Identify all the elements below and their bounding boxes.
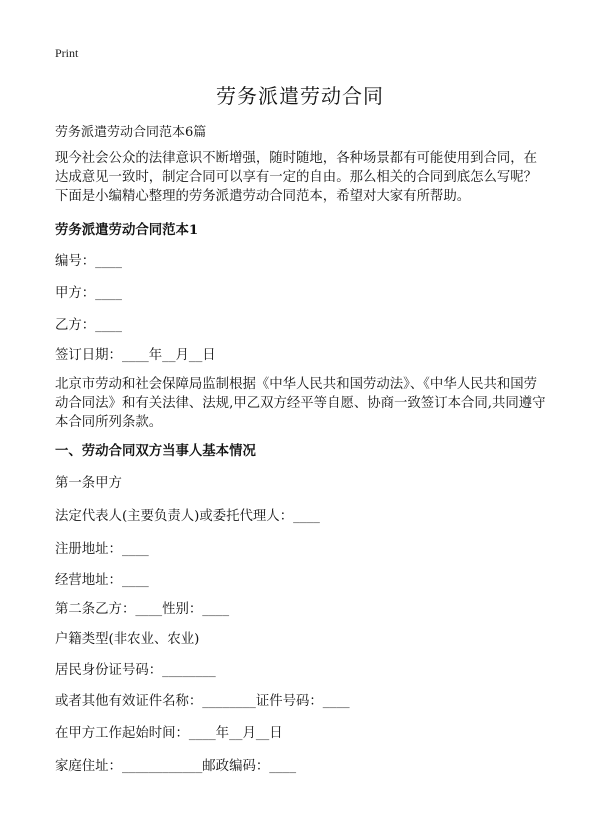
party-a-field: 甲方：____: [55, 286, 122, 301]
household-type-field: 户籍类型(非农业、农业): [55, 632, 200, 647]
document-subtitle: 劳务派遣劳动合同范本6篇: [55, 125, 207, 140]
sign-date-field: 签订日期：____年__月__日: [55, 348, 216, 363]
home-address-field: 家庭住址：____________邮政编码：____: [55, 759, 297, 774]
sample-heading: 劳务派遣劳动合同范本1: [55, 222, 199, 238]
legal-basis-paragraph: 北京市劳动和社会保障局监制根据《中华人民共和国劳动法》、《中华人民共和国劳动合同法》和有关法律、法规,甲乙双方经平等自愿、协商一致签订本合同,共同遵守本合同所列条款。: [55, 377, 546, 430]
id-number-field: 居民身份证号码：________: [55, 663, 216, 678]
number-field: 编号：____: [55, 254, 122, 269]
section-heading: 一、劳动合同双方当事人基本情况: [55, 443, 256, 459]
other-id-field: 或者其他有效证件名称：________证件号码：____: [55, 694, 350, 709]
print-link[interactable]: Print: [55, 46, 79, 60]
legal-rep-field: 法定代表人(主要负责人)或委托代理人：____: [55, 509, 320, 524]
business-address-field: 经营地址：____: [55, 573, 149, 588]
document-title: 劳务派遣劳动合同: [216, 84, 384, 108]
party-b-field: 乙方：____: [55, 318, 122, 333]
registered-address-field: 注册地址：____: [55, 542, 149, 557]
article-2-field: 第二条乙方：____性别：____: [55, 602, 230, 617]
article-1-title: 第一条甲方: [55, 476, 122, 491]
intro-paragraph: 现今社会公众的法律意识不断增强，随时随地，各种场景都有可能使用到合同，在达成意见一致时，制定合同可以享有一定的自由。那么相关的合同到底怎么写呢？下面是小编精心整理的劳务派遣劳动合同范本，希望对大家有所帮助。: [55, 151, 538, 204]
start-date-field: 在甲方工作起始时间：____年__月__日: [55, 726, 283, 741]
